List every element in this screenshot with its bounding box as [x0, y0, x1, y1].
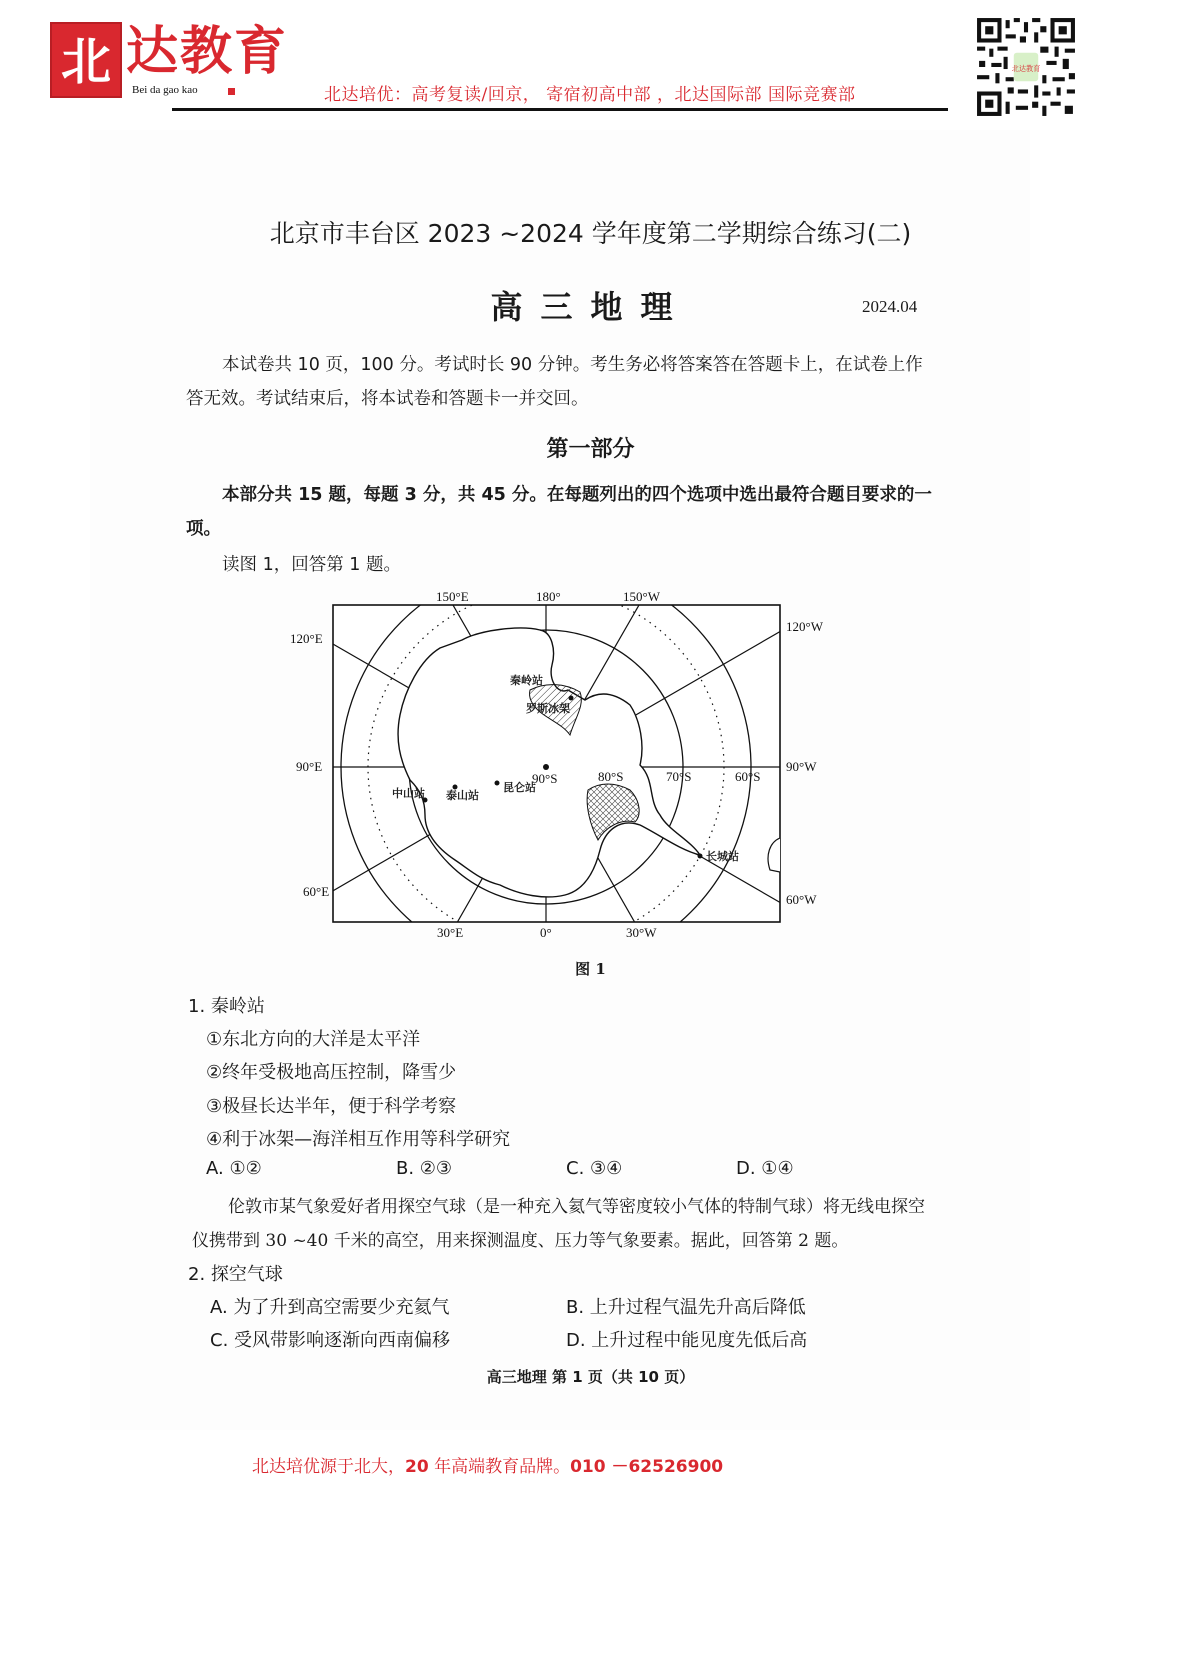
q2-option-c[interactable]: C. 受风带影响逐渐向西南偏移: [210, 1330, 451, 1351]
exam-date: 2024.04: [862, 297, 918, 316]
logo-text: 达教育: [126, 21, 289, 82]
bottom-ad-text2: 年高端教育品牌。: [428, 1457, 571, 1477]
lat-label-70s: 70°S: [666, 769, 692, 784]
label-ross-ice-shelf: 罗斯冰架: [526, 702, 570, 715]
south-pole-point: [543, 764, 549, 770]
q1-option-c[interactable]: C. ③④: [566, 1158, 623, 1179]
lon-label-180: 180°: [536, 589, 561, 604]
q2-stem: 2. 探空气球: [188, 1264, 283, 1285]
bottom-ad-phone: 010 －62526900: [570, 1457, 724, 1477]
logo-dot: [228, 88, 235, 95]
header-slogan: 北达培优：高考复读/回京， 寄宿初高中部 ，北达国际部 国际竞赛部: [324, 85, 856, 105]
lon-label-30w: 30°W: [626, 925, 657, 940]
qinling-station-dot: [569, 696, 574, 701]
bottom-ad-years: 20: [405, 1457, 429, 1477]
lat-label-80s: 80°S: [598, 769, 624, 784]
lon-label-150e: 150°E: [436, 589, 469, 604]
lon-label-120e: 120°E: [290, 631, 323, 646]
q1-statement-4: ④利于冰架—海洋相互作用等科学研究: [206, 1129, 511, 1150]
logo-pinyin: Bei da gao kao: [132, 84, 198, 96]
section-intro: 本部分共 15 题，每题 3 分，共 45 分。在每题列出的四个选项中选出最符合题目要求的一项。: [186, 485, 932, 539]
lon-label-0: 0°: [540, 925, 552, 940]
logo-mark: 北: [50, 22, 122, 98]
lon-label-90e: 90°E: [296, 759, 323, 774]
q2-option-d[interactable]: D. 上升过程中能见度先低后高: [566, 1330, 808, 1351]
changcheng-station-dot: [698, 854, 703, 859]
read-prompt: 读图 1，回答第 1 题。: [222, 555, 401, 575]
lon-label-90w: 90°W: [786, 759, 817, 774]
q1-stem: 1. 秦岭站: [188, 996, 265, 1017]
q2-passage: 伦敦市某气象爱好者用探空气球（是一种充入氦气等密度较小气体的特制气球）将无线电探空仪携带到 30 ~40 千米的高空，用来探测温度、压力等气象要素。据此，回答第 2 题。: [192, 1197, 925, 1251]
station-kunlun: 昆仑站: [503, 781, 536, 794]
bottom-ad-text1: 北达培优源于北大，: [252, 1457, 405, 1477]
q1-statement-1: ①东北方向的大洋是太平洋: [206, 1029, 421, 1050]
station-changcheng: 长城站: [706, 850, 739, 863]
lat-label-60s: 60°S: [735, 769, 761, 784]
station-taishan: 泰山站: [446, 789, 479, 802]
lon-label-60w: 60°W: [786, 892, 817, 907]
lon-label-120w: 120°W: [786, 619, 823, 634]
station-qinling: 秦岭站: [510, 674, 543, 687]
q1-option-d[interactable]: D. ①④: [736, 1158, 794, 1179]
station-zhongshan: 中山站: [392, 787, 425, 800]
bottom-ad: [252, 1452, 723, 1477]
antarctica-map: [280, 580, 840, 950]
exam-instructions: 本试卷共 10 页，100 分。考试时长 90 分钟。考生务必将答案答在答题卡上，在试卷上作答无效。考试结束后，将本试卷和答题卡一并交回。: [186, 355, 923, 409]
q1-option-b[interactable]: B. ②③: [396, 1158, 453, 1179]
header-divider: [172, 108, 948, 111]
lon-label-150w: 150°W: [623, 589, 660, 604]
q1-statement-3: ③极昼长达半年，便于科学考察: [206, 1096, 457, 1117]
page-footer: 高三地理 第 1 页（共 10 页）: [486, 1368, 695, 1386]
exam-title: 北京市丰台区 2023 ~2024 学年度第二学期综合练习(二): [269, 219, 912, 248]
section-heading: 第一部分: [546, 437, 635, 462]
q1-statement-2: ②终年受极地高压控制，降雪少: [206, 1062, 457, 1083]
exam-subject: 高三地理: [490, 288, 691, 326]
lon-label-30e: 30°E: [437, 925, 464, 940]
q2-option-a[interactable]: A. 为了升到高空需要少充氦气: [210, 1297, 450, 1318]
q1-option-a[interactable]: A. ①②: [206, 1158, 262, 1179]
figure-caption: 图 1: [575, 960, 606, 978]
kunlun-station-dot: [495, 781, 500, 786]
qr-center-label: 北达教育: [1011, 64, 1041, 74]
q2-option-b[interactable]: B. 上升过程气温先升高后降低: [566, 1297, 806, 1318]
qr-code: [975, 16, 1077, 118]
lat-label-90s: 90°S: [532, 771, 558, 786]
lon-label-60e: 60°E: [303, 884, 330, 899]
